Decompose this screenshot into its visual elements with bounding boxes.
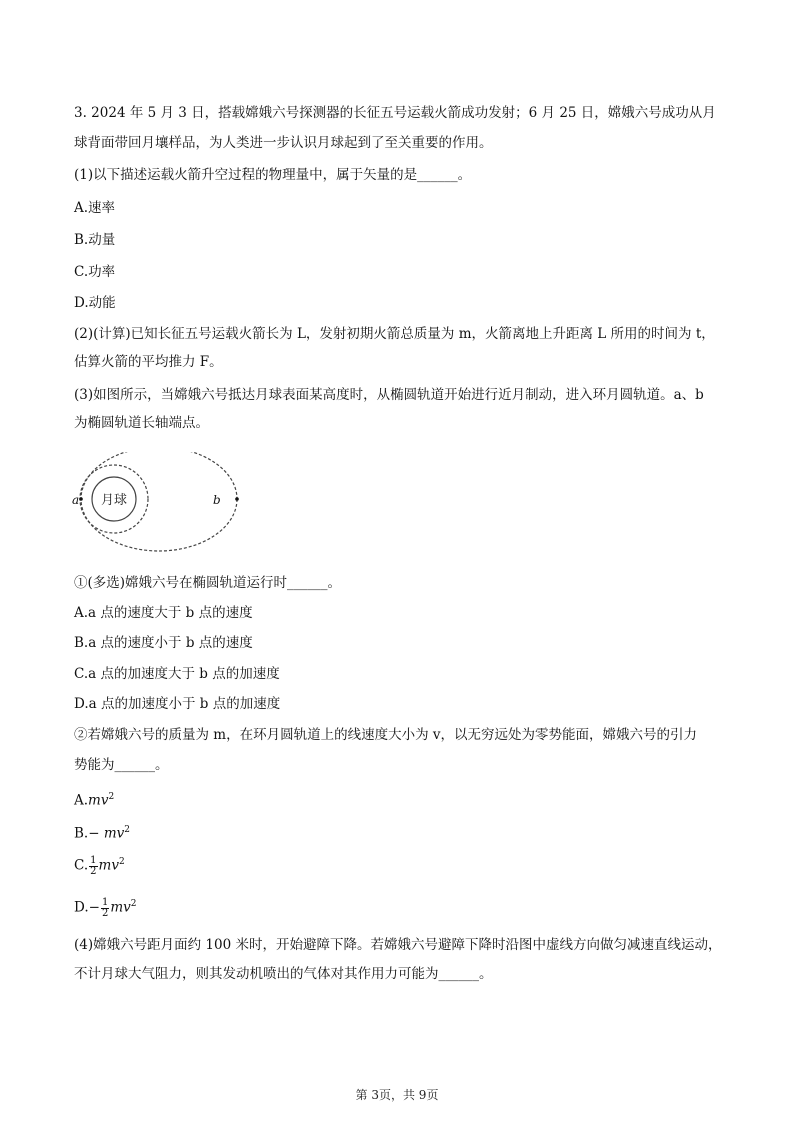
page-footer: 第 3页，共 9页 [355,1088,439,1102]
part-3-prompt-line-2: 为椭圆轨道长轴端点。 [74,415,209,431]
option-prefix: D.− [74,899,100,916]
part-3-prompt-line-1: (3)如图所示，当嫦娥六号抵达月球表面某高度时，从椭圆轨道开始进行近月制动，进入环月圆轨道。a、b [74,387,704,403]
sub-1-prompt: ①(多选)嫦娥六号在椭圆轨道运行时______。 [74,575,342,591]
fraction [101,898,109,919]
option-expression: mv [98,857,119,874]
fraction-denominator: 2 [90,865,97,877]
option-exponent: 2 [118,857,125,867]
point-a-dot [79,497,83,501]
option-prefix: A. [74,792,89,809]
question-intro-line-2: 球背面带回月壤样品，为人类进一步认识月球起到了至关重要的作用。 [74,135,493,151]
part-1-option-b: B.动量 [74,232,116,248]
option-exponent: 2 [108,792,115,802]
fraction [89,856,97,877]
option-expression: mv [103,825,125,842]
sub-1-option-a: A.a 点的速度大于 b 点的速度 [74,605,253,621]
part-1-option-c: C.功率 [74,264,116,280]
option-exponent: 2 [124,825,130,835]
sub-1-option-d: D.a 点的加速度小于 b 点的加速度 [74,696,281,712]
sub-2-option-b [74,821,130,843]
fraction-numerator: 1 [101,896,109,908]
sub-2-option-a [74,788,114,810]
sub-2-prompt-line-1: ②若嫦娥六号的质量为 m，在环月圆轨道上的线速度大小为 v，以无穷远处为零势能面，嫦娥六号的引力 [74,727,698,743]
sub-1-option-b: B.a 点的速度小于 b 点的速度 [74,635,253,651]
point-b-dot [235,497,239,501]
part-2-prompt-line-2: 估算火箭的平均推力 F。 [74,354,223,370]
sub-2-option-c [74,853,125,877]
option-prefix: B.− [74,825,104,842]
point-a-label: a [72,493,80,507]
question-intro-line-1: 3. 2024 年 5 月 3 日，搭载嫦娥六号探测器的长征五号运载火箭成功发射；6 月 25 日，嫦娥六号成功从月 [74,105,716,121]
part-1-option-d: D.动能 [74,295,116,311]
option-exponent: 2 [130,899,137,909]
moon-label: 月球 [100,493,128,508]
fraction-denominator: 2 [101,907,109,919]
orbit-diagram [64,452,244,556]
option-expression: mv [88,792,109,809]
sub-1-option-c: C.a 点的加速度大于 b 点的加速度 [74,666,280,682]
point-b-label: b [213,493,221,507]
fraction-numerator: 1 [90,854,97,866]
sub-2-option-d [74,895,137,919]
option-prefix: C. [74,857,89,874]
part-4-prompt-line-2: 不计月球大气阻力，则其发动机喷出的气体对其作用力可能为______。 [74,966,493,982]
part-1-prompt: (1)以下描述运载火箭升空过程的物理量中，属于矢量的是______。 [74,167,472,183]
part-4-prompt-line-1: (4)嫦娥六号距月面约 100 米时，开始避障下降。若嫦娥六号避障下降时沿图中虚线方向做匀减速直线运动， [74,937,722,953]
part-2-prompt-line-1: (2)(计算)已知长征五号运载火箭长为 L，发射初期火箭总质量为 m，火箭离地上升距离 L 所用的时间为 t， [74,326,715,342]
part-1-option-a: A.速率 [74,200,116,216]
sub-2-prompt-line-2: 势能为______。 [74,757,169,773]
option-expression: mv [110,899,131,916]
